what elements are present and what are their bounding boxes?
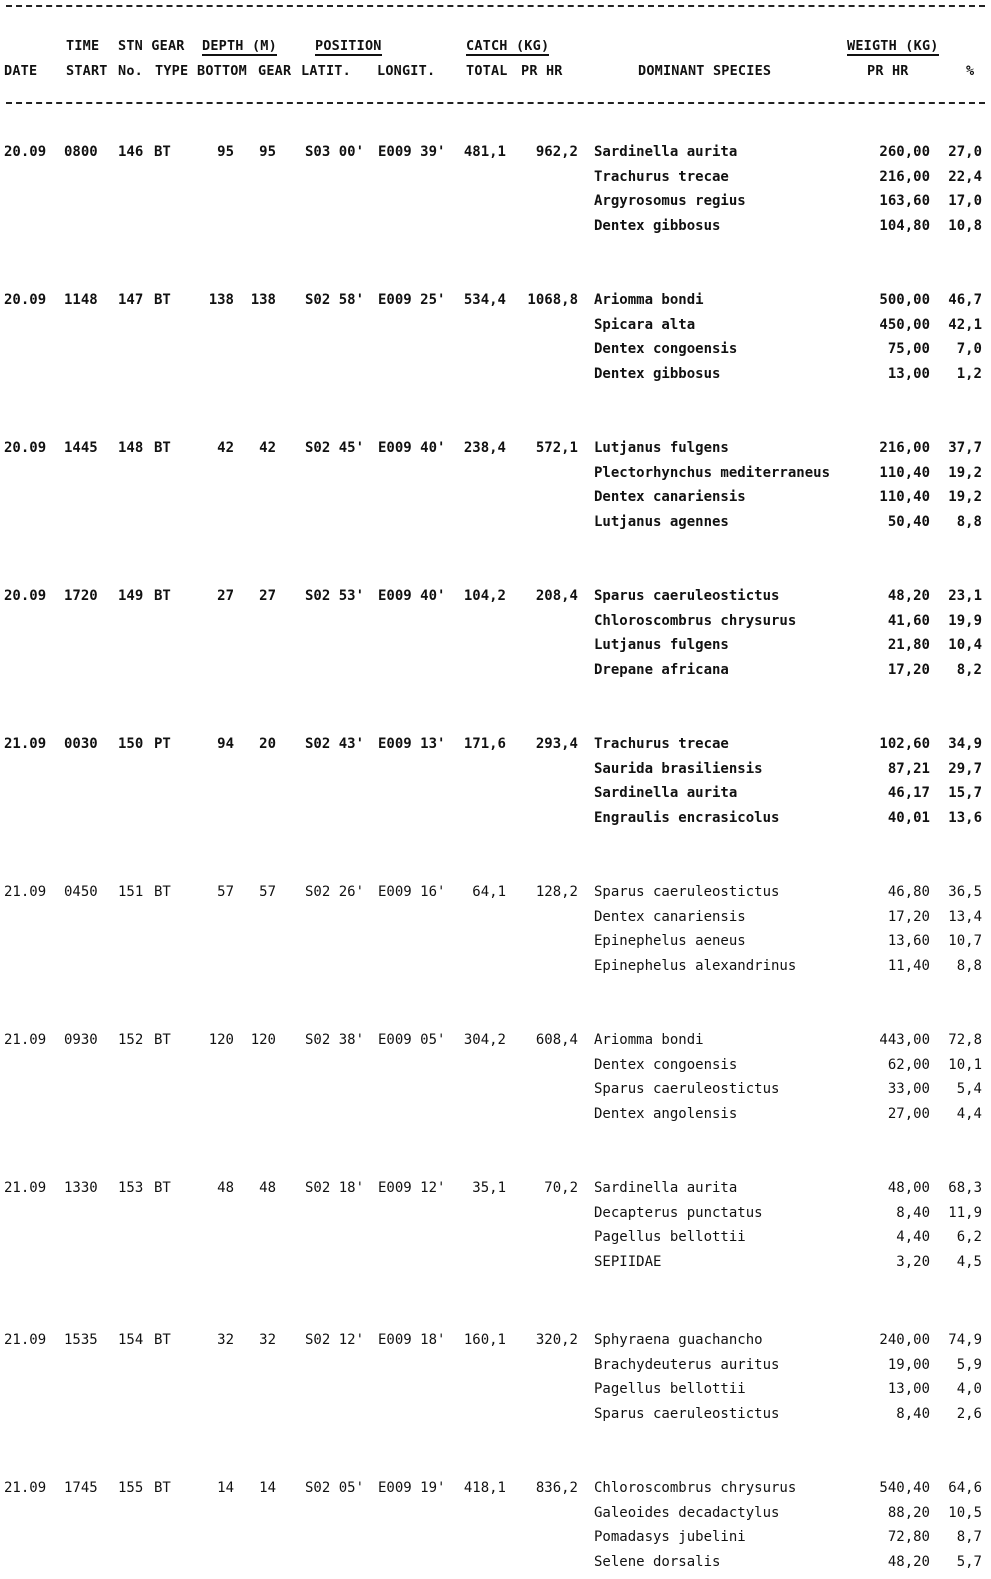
species-name: Brachydeuterus auritus [594,1356,780,1373]
station-catch-per-hour: 836,2 [535,1480,578,1496]
species-name: Selene dorsalis [594,1553,721,1570]
species-percent: 46,7 [948,292,982,308]
header-type: TYPE [155,63,189,79]
species-weight-per-hour: 110,40 [879,489,930,505]
species-weight-per-hour: 216,00 [879,168,930,185]
station-number: 148 [118,440,144,456]
header-no: No. [118,63,143,79]
station-date: 21.09 [4,1332,47,1348]
species-name: Pagellus bellottii [594,1381,746,1397]
station-gear-type: BT [154,1480,171,1496]
station-gear-type: BT [154,1032,171,1048]
species-name: Trachurus trecae [594,736,729,752]
header-stn-gear: STN GEAR [118,38,185,54]
station-date: 20.09 [4,588,47,604]
species-weight-per-hour: 40,01 [887,809,930,826]
header-time: TIME [66,38,100,54]
species-percent: 34,9 [948,736,982,752]
species-weight-per-hour: 3,20 [896,1253,930,1270]
species-percent: 22,4 [948,168,982,185]
top-dashed-rule [6,5,985,7]
station-date: 20.09 [4,144,47,160]
species-name: Sardinella aurita [594,785,738,801]
station-depth-gear: 120 [250,1032,276,1048]
species-percent: 5,7 [956,1553,982,1570]
station-depth-gear: 95 [259,144,276,160]
station-latitude: S02 12' [305,1332,365,1348]
station-longitude: E009 16' [378,884,446,900]
station-gear-type: BT [154,588,171,604]
species-weight-per-hour: 17,20 [887,908,930,925]
station-longitude: E009 12' [378,1180,446,1196]
station-catch-total: 481,1 [463,144,506,160]
species-percent: 19,9 [948,612,982,629]
species-weight-per-hour: 240,00 [879,1332,930,1348]
station-latitude: S02 53' [305,588,365,604]
header-percent: % [966,63,975,79]
station-depth-bottom: 120 [208,1032,234,1048]
species-percent: 15,7 [948,785,982,801]
species-name: Dentex canariensis [594,908,746,925]
species-percent: 13,6 [948,809,982,826]
species-weight-per-hour: 48,00 [887,1180,930,1196]
species-name: Pagellus bellottii [594,1229,746,1245]
species-weight-per-hour: 4,40 [896,1229,930,1245]
station-time: 1148 [64,292,98,308]
header-catch: CATCH (KG) [466,38,550,54]
station-depth-gear: 14 [259,1480,276,1496]
species-name: Saurida brasiliensis [594,760,763,777]
station-longitude: E009 40' [378,588,446,604]
station-time: 1720 [64,588,98,604]
station-catch-total: 418,1 [463,1480,506,1496]
species-percent: 17,0 [948,193,982,209]
species-weight-per-hour: 500,00 [879,292,930,308]
station-number: 151 [118,884,144,900]
station-catch-total: 534,4 [463,292,506,308]
station-latitude: S02 05' [305,1480,365,1496]
species-name: Chloroscombrus chrysurus [594,612,797,629]
species-weight-per-hour: 62,00 [887,1056,930,1073]
species-name: Sphyraena guachancho [594,1332,763,1348]
species-percent: 8,8 [956,513,982,530]
station-number: 155 [118,1480,144,1496]
station-catch-per-hour: 208,4 [535,588,578,604]
header-longit: LONGIT. [377,63,436,79]
station-date: 21.09 [4,1032,47,1048]
station-longitude: E009 13' [378,736,446,752]
station-depth-gear: 20 [259,736,276,752]
species-percent: 10,4 [948,637,982,653]
species-name: Argyrosomus regius [594,193,746,209]
station-catch-total: 104,2 [463,588,506,604]
station-depth-bottom: 57 [217,884,234,900]
species-name: Epinephelus alexandrinus [594,957,797,974]
species-weight-per-hour: 46,17 [887,785,930,801]
species-name: Sparus caeruleostictus [594,884,780,900]
header-latit: LATIT. [301,63,351,79]
species-name: Dentex gibbosus [594,365,721,382]
station-number: 152 [118,1032,144,1048]
species-percent: 10,8 [948,217,982,234]
species-name: Sparus caeruleostictus [594,588,780,604]
species-percent: 36,5 [948,884,982,900]
station-gear-type: BT [154,144,171,160]
station-gear-type: BT [154,292,171,308]
species-name: Plectorhynchus mediterraneus [594,464,831,481]
species-percent: 11,9 [948,1204,982,1221]
station-catch-total: 238,4 [463,440,506,456]
station-depth-bottom: 94 [217,736,234,752]
station-date: 21.09 [4,884,47,900]
species-name: Ariomma bondi [594,292,704,308]
station-catch-per-hour: 320,2 [535,1332,578,1348]
species-percent: 29,7 [948,760,982,777]
station-time: 1535 [64,1332,98,1348]
station-catch-per-hour: 1068,8 [527,292,578,308]
species-weight-per-hour: 50,40 [887,513,930,530]
station-depth-gear: 57 [259,884,276,900]
station-number: 154 [118,1332,144,1348]
species-name: Pomadasys jubelini [594,1529,746,1545]
header-depth: DEPTH (M) [202,38,277,54]
species-weight-per-hour: 8,40 [896,1204,930,1221]
station-latitude: S02 58' [305,292,365,308]
station-depth-gear: 27 [259,588,276,604]
species-percent: 8,2 [956,661,982,678]
species-percent: 64,6 [948,1480,982,1496]
species-weight-per-hour: 19,00 [887,1356,930,1373]
species-percent: 72,8 [948,1032,982,1048]
species-weight-per-hour: 27,00 [887,1105,930,1122]
species-percent: 1,2 [956,365,982,382]
species-name: Sparus caeruleostictus [594,1405,780,1422]
station-longitude: E009 25' [378,292,446,308]
station-time: 0450 [64,884,98,900]
species-name: Galeoides decadactylus [594,1504,780,1521]
station-depth-bottom: 14 [217,1480,234,1496]
species-percent: 4,0 [956,1381,982,1397]
station-longitude: E009 40' [378,440,446,456]
species-name: Decapterus punctatus [594,1204,763,1221]
station-depth-bottom: 95 [217,144,234,160]
station-catch-total: 35,1 [472,1180,506,1196]
species-weight-per-hour: 443,00 [879,1032,930,1048]
station-latitude: S02 26' [305,884,365,900]
species-name: Chloroscombrus chrysurus [594,1480,797,1496]
species-percent: 10,1 [948,1056,982,1073]
station-time: 0030 [64,736,98,752]
station-time: 0930 [64,1032,98,1048]
station-latitude: S02 45' [305,440,365,456]
station-longitude: E009 39' [378,144,446,160]
station-catch-per-hour: 128,2 [535,884,578,900]
species-percent: 5,9 [956,1356,982,1373]
species-weight-per-hour: 260,00 [879,144,930,160]
species-weight-per-hour: 41,60 [887,612,930,629]
species-weight-per-hour: 75,00 [887,341,930,357]
station-time: 1330 [64,1180,98,1196]
header-position: POSITION [315,38,382,54]
species-weight-per-hour: 450,00 [879,316,930,333]
species-weight-per-hour: 540,40 [879,1480,930,1496]
species-percent: 4,5 [956,1253,982,1270]
species-name: Sardinella aurita [594,1180,738,1196]
species-weight-per-hour: 17,20 [887,661,930,678]
station-longitude: E009 05' [378,1032,446,1048]
station-depth-bottom: 48 [217,1180,234,1196]
species-weight-per-hour: 102,60 [879,736,930,752]
species-name: Spicara alta [594,316,696,333]
species-percent: 27,0 [948,144,982,160]
species-name: Lutjanus agennes [594,513,729,530]
species-percent: 19,2 [948,464,982,481]
station-gear-type: BT [154,884,171,900]
station-catch-total: 160,1 [463,1332,506,1348]
header-gear: GEAR [258,63,292,79]
species-weight-per-hour: 13,00 [887,365,930,382]
species-weight-per-hour: 13,60 [887,933,930,949]
species-name: Sardinella aurita [594,144,738,160]
station-depth-bottom: 32 [217,1332,234,1348]
station-date: 21.09 [4,1180,47,1196]
station-longitude: E009 19' [378,1480,446,1496]
station-latitude: S03 00' [305,144,365,160]
station-date: 21.09 [4,1480,47,1496]
species-name: Dentex congoensis [594,341,738,357]
header-bottom: BOTTOM [197,63,247,79]
species-weight-per-hour: 104,80 [879,217,930,234]
station-catch-per-hour: 70,2 [544,1180,578,1196]
station-number: 153 [118,1180,144,1196]
species-percent: 10,5 [948,1504,982,1521]
species-percent: 6,2 [956,1229,982,1245]
header-weight-prhr: PR HR [867,63,909,79]
station-number: 146 [118,144,144,160]
station-gear-type: BT [154,1180,171,1196]
station-depth-gear: 32 [259,1332,276,1348]
station-catch-per-hour: 293,4 [535,736,578,752]
species-name: Drepane africana [594,661,729,678]
species-name: Lutjanus fulgens [594,440,729,456]
species-percent: 8,7 [956,1529,982,1545]
species-weight-per-hour: 48,20 [887,588,930,604]
station-catch-per-hour: 962,2 [535,144,578,160]
species-name: Dentex congoensis [594,1056,738,1073]
species-percent: 13,4 [948,908,982,925]
species-percent: 5,4 [956,1081,982,1097]
station-gear-type: BT [154,1332,171,1348]
species-weight-per-hour: 163,60 [879,193,930,209]
species-percent: 42,1 [948,316,982,333]
species-percent: 37,7 [948,440,982,456]
station-longitude: E009 18' [378,1332,446,1348]
species-weight-per-hour: 13,00 [887,1381,930,1397]
species-percent: 7,0 [956,341,982,357]
station-depth-gear: 48 [259,1180,276,1196]
species-name: Ariomma bondi [594,1032,704,1048]
species-weight-per-hour: 46,80 [887,884,930,900]
station-latitude: S02 38' [305,1032,365,1048]
header-total: TOTAL [466,63,508,79]
station-latitude: S02 18' [305,1180,365,1196]
station-number: 149 [118,588,144,604]
species-weight-per-hour: 87,21 [887,760,930,777]
species-name: Lutjanus fulgens [594,637,729,653]
station-catch-per-hour: 572,1 [535,440,578,456]
station-depth-bottom: 138 [208,292,234,308]
species-percent: 10,7 [948,933,982,949]
species-name: Trachurus trecae [594,168,729,185]
species-name: SEPIIDAE [594,1253,662,1270]
species-percent: 23,1 [948,588,982,604]
station-number: 150 [118,736,144,752]
header-dashed-rule [6,102,985,104]
species-weight-per-hour: 48,20 [887,1553,930,1570]
station-date: 21.09 [4,736,47,752]
species-name: Epinephelus aeneus [594,933,746,949]
station-date: 20.09 [4,440,47,456]
station-depth-bottom: 42 [217,440,234,456]
species-weight-per-hour: 72,80 [887,1529,930,1545]
station-latitude: S02 43' [305,736,365,752]
species-percent: 4,4 [956,1105,982,1122]
station-time: 0800 [64,144,98,160]
species-weight-per-hour: 11,40 [887,957,930,974]
header-weight: WEIGTH (KG) [847,38,939,54]
header-dominant-species: DOMINANT SPECIES [638,63,772,79]
species-name: Engraulis encrasicolus [594,809,780,826]
station-time: 1745 [64,1480,98,1496]
station-depth-bottom: 27 [217,588,234,604]
station-catch-total: 64,1 [472,884,506,900]
species-weight-per-hour: 8,40 [896,1405,930,1422]
header-prhr: PR HR [521,63,563,79]
station-depth-gear: 42 [259,440,276,456]
species-weight-per-hour: 88,20 [887,1504,930,1521]
species-percent: 8,8 [956,957,982,974]
station-catch-per-hour: 608,4 [535,1032,578,1048]
species-weight-per-hour: 110,40 [879,464,930,481]
species-name: Sparus caeruleostictus [594,1081,780,1097]
station-catch-total: 304,2 [463,1032,506,1048]
station-catch-total: 171,6 [463,736,506,752]
species-weight-per-hour: 21,80 [887,637,930,653]
station-depth-gear: 138 [250,292,276,308]
species-weight-per-hour: 33,00 [887,1081,930,1097]
species-name: Dentex canariensis [594,489,746,505]
species-percent: 74,9 [948,1332,982,1348]
station-gear-type: PT [154,736,171,752]
header-date: DATE [4,63,38,79]
species-name: Dentex angolensis [594,1105,738,1122]
station-gear-type: BT [154,440,171,456]
species-percent: 68,3 [948,1180,982,1196]
species-percent: 19,2 [948,489,982,505]
species-name: Dentex gibbosus [594,217,721,234]
species-percent: 2,6 [956,1405,982,1422]
station-date: 20.09 [4,292,47,308]
header-start: START [66,63,108,79]
species-weight-per-hour: 216,00 [879,440,930,456]
station-time: 1445 [64,440,98,456]
station-number: 147 [118,292,144,308]
